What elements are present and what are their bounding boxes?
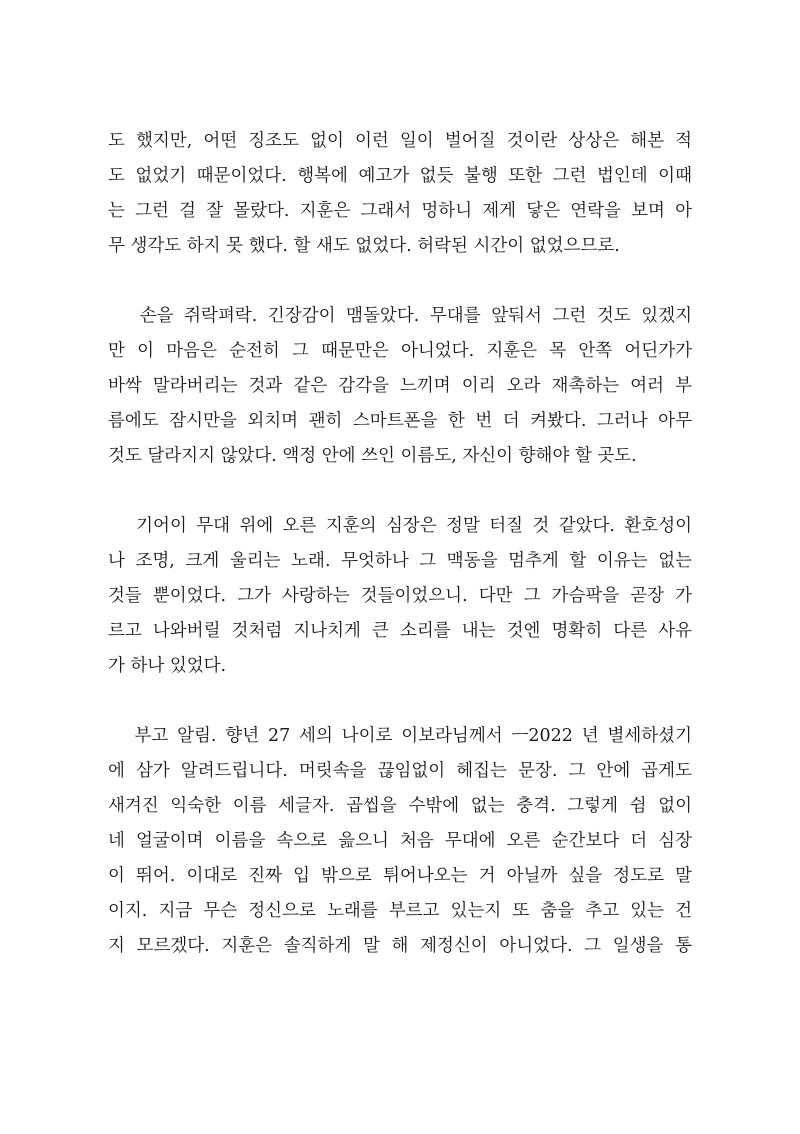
text-line: 에 삼가 알려드립니다. 머릿속을 끊임없이 헤집는 문장. 그 안에 곱게도: [108, 761, 692, 781]
text-line: 새겨진 익숙한 이름 세글자. 곱씹을 수밖에 없는 충격. 그렇게 쉼 없이: [108, 796, 692, 816]
paragraph-2: [108, 299, 692, 474]
text-line: 기어이 무대 위에 오른 지훈의 심장은 정말 터질 것 같았다. 환호성이: [108, 516, 692, 536]
paragraph-3: [108, 509, 692, 684]
text-line: 름에도 잠시만을 외치며 괜히 스마트폰을 한 번 더 켜봤다. 그러나 아무: [108, 411, 692, 431]
text-line: 가 하나 있었다.: [108, 656, 227, 676]
text-line: 도 했지만, 어떤 징조도 없이 이런 일이 벌어질 것이란 상상은 해본 적: [108, 131, 692, 151]
text-line: 네 얼굴이며 이름을 속으로 읊으니 처음 무대에 오른 순간보다 더 심장: [108, 831, 692, 851]
text-line: 지 모르겠다. 지훈은 솔직하게 말 해 제정신이 아니었다. 그 일생을 통: [108, 936, 692, 956]
text-line: 부고 알림. 향년 27 세의 나이로 이보라님께서 ㅡ2022 년 별세하셨기: [108, 726, 692, 746]
paragraph-gap: [108, 684, 692, 719]
text-line: 것도 달라지지 않았다. 액정 안에 쓰인 이름도, 자신이 향해야 할 곳도.: [108, 446, 637, 466]
paragraph-gap: [108, 264, 692, 299]
text-line: 만 이 마음은 순전히 그 때문만은 아니었다. 지훈은 목 안쪽 어딘가가: [108, 341, 692, 361]
text-line: 도 없었기 때문이었다. 행복에 예고가 없듯 불행 또한 그런 법인데 이때: [108, 166, 692, 186]
paragraph-gap: [108, 474, 692, 509]
text-line: 이 뛰어. 이대로 진짜 입 밖으로 튀어나오는 거 아닐까 싶을 정도로 말: [108, 866, 692, 886]
text-line: 손을 쥐락펴락. 긴장감이 맴돌았다. 무대를 앞둬서 그런 것도 있겠지: [108, 306, 692, 326]
text-line: 무 생각도 하지 못 했다. 할 새도 없었다. 허락된 시간이 없었으므로.: [108, 236, 620, 256]
paragraph-1: [108, 124, 692, 264]
text-line: 는 그런 걸 잘 몰랐다. 지훈은 그래서 멍하니 제게 닿은 연락을 보며 아: [108, 201, 692, 221]
text-line: 이지. 지금 무슨 정신으로 노래를 부르고 있는지 또 춤을 추고 있는 건: [108, 901, 692, 921]
text-line: 바싹 말라버리는 것과 같은 감각을 느끼며 이리 오라 재촉하는 여러 부: [108, 376, 692, 396]
text-line: 것들 뿐이었다. 그가 사랑하는 것들이었으니. 다만 그 가슴팍을 곧장 가: [108, 586, 692, 606]
text-line: 르고 나와버릴 것처럼 지나치게 큰 소리를 내는 것엔 명확히 다른 사유: [108, 621, 692, 641]
text-line: 나 조명, 크게 울리는 노래. 무엇하나 그 맥동을 멈추게 할 이유는 없는: [108, 551, 692, 571]
paragraph-4: [108, 719, 692, 964]
document-page: [108, 124, 692, 964]
